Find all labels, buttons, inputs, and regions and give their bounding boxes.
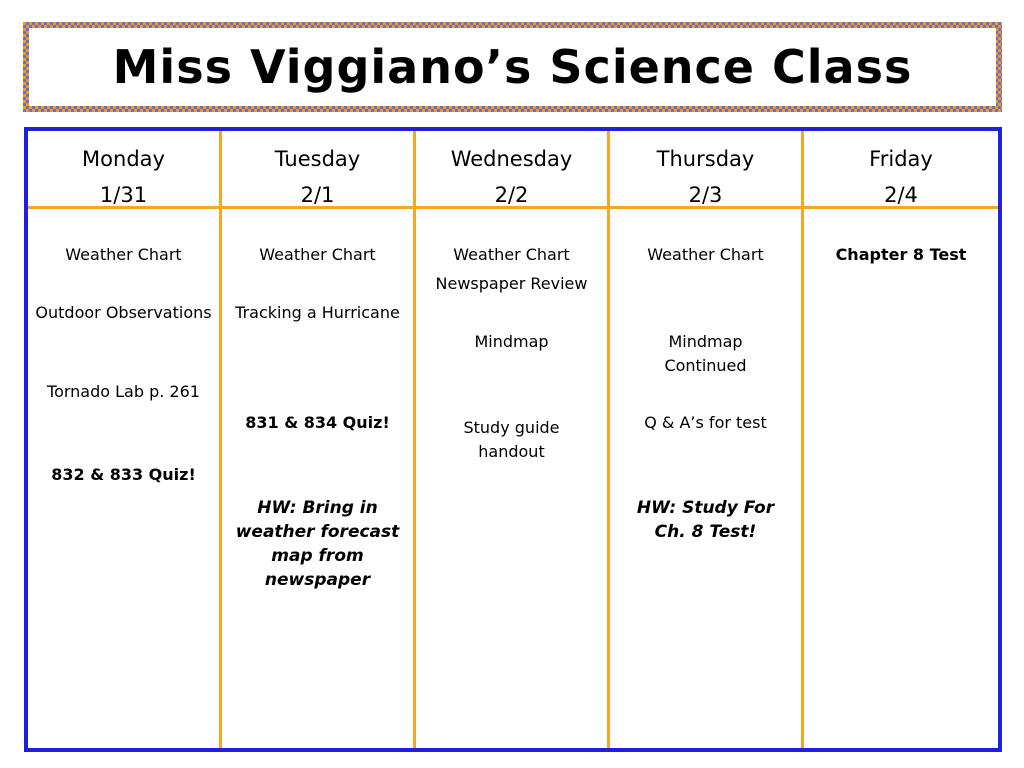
schedule-item: Study guide handout (463, 418, 560, 461)
day-header-friday (804, 131, 998, 209)
schedule-item: Outdoor Observations (35, 303, 212, 322)
title-banner (23, 22, 1002, 112)
day-date: 2/3 (688, 183, 723, 207)
schedule-item: Mindmap (474, 332, 549, 351)
homework-item: HW: Bring in weather forecast map from newspaper (235, 498, 400, 590)
day-date: 1/31 (99, 183, 148, 207)
day-name: Friday (869, 147, 933, 171)
day-column-wednesday (416, 209, 610, 748)
day-name: Monday (82, 147, 165, 171)
day-header-monday (28, 131, 222, 209)
weekly-schedule-table (24, 127, 1002, 752)
day-date: 2/1 (300, 183, 335, 207)
schedule-item: Weather Chart (453, 245, 570, 264)
homework-item: HW: Study For Ch. 8 Test! (636, 498, 775, 542)
quiz-item: 831 & 834 Quiz! (245, 413, 390, 432)
quiz-item: 832 & 833 Quiz! (51, 465, 196, 484)
schedule-item: Q & A’s for test (644, 413, 767, 432)
schedule-item: Newspaper Review (435, 274, 588, 293)
day-name: Tuesday (274, 147, 361, 171)
day-column-monday (28, 209, 222, 748)
schedule-item: Tracking a Hurricane (235, 303, 400, 322)
test-item: Chapter 8 Test (835, 245, 967, 264)
schedule-item: Tornado Lab p. 261 (47, 382, 200, 401)
day-column-friday (804, 209, 998, 748)
day-name: Wednesday (450, 147, 573, 171)
day-header-thursday (610, 131, 804, 209)
day-header-tuesday (222, 131, 416, 209)
day-date: 2/2 (494, 183, 529, 207)
title-inner (29, 28, 996, 106)
day-name: Thursday (656, 147, 755, 171)
schedule-item: Weather Chart (647, 245, 764, 264)
page-title: Miss Viggiano’s Science Class (112, 40, 913, 94)
schedule-item: Weather Chart (65, 245, 182, 264)
day-header-wednesday (416, 131, 610, 209)
day-column-thursday (610, 209, 804, 748)
schedule-item: Mindmap Continued (664, 332, 747, 375)
day-column-tuesday (222, 209, 416, 748)
schedule-item: Weather Chart (259, 245, 376, 264)
day-date: 2/4 (884, 183, 918, 207)
